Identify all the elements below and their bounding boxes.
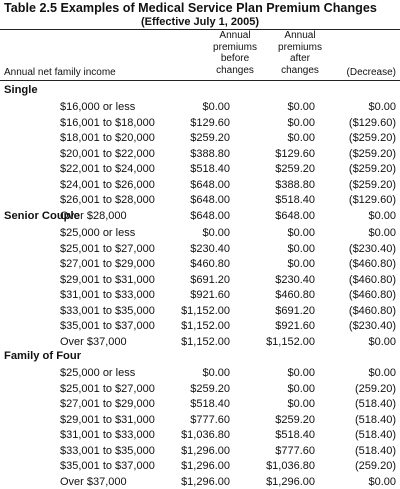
premium-after-cell: $1,296.00 xyxy=(266,475,315,488)
premium-before-cell: $777.60 xyxy=(190,413,230,426)
income-range-cell: $27,001 to $29,000 xyxy=(60,258,155,270)
income-range-cell: $25,000 or less xyxy=(60,227,136,239)
decrease-cell: $0.00 xyxy=(368,475,396,488)
premium-before-cell: $518.40 xyxy=(190,163,230,175)
premium-before-cell: $1,152.00 xyxy=(181,335,230,348)
income-range-cell: Over $37,000 xyxy=(60,475,127,488)
income-range-cell: Over $37,000 xyxy=(60,335,127,348)
decrease-cell: $0.00 xyxy=(368,335,396,348)
decrease-cell: (518.40) xyxy=(355,444,396,457)
premium-after-cell: $0.00 xyxy=(287,382,315,395)
premium-before-cell: $259.20 xyxy=(190,382,230,395)
header-income: Annual net family income xyxy=(4,67,116,78)
premium-before-cell: $921.60 xyxy=(190,289,230,301)
table-row xyxy=(0,413,400,427)
premium-after-cell: $388.80 xyxy=(275,178,315,191)
premium-before-cell: $518.40 xyxy=(190,398,230,410)
table-row xyxy=(0,382,400,396)
table-row xyxy=(0,131,400,145)
header-after-line-2: premiums xyxy=(278,41,322,53)
section-title: Senior Couple xyxy=(4,210,80,222)
header-after-line-3: after xyxy=(289,53,310,64)
table-row xyxy=(0,397,400,411)
table-row xyxy=(0,257,400,271)
table-row xyxy=(0,304,400,318)
table-row xyxy=(0,100,400,114)
premium-before-cell: $648.00 xyxy=(190,178,230,191)
premium-before-cell: $1,152.00 xyxy=(181,320,230,332)
table-row xyxy=(0,288,400,302)
income-range-cell: $20,001 to $22,000 xyxy=(60,147,155,160)
decrease-cell: ($230.40) xyxy=(348,320,396,332)
premium-before-cell: $259.20 xyxy=(190,132,230,144)
top-rule xyxy=(0,29,400,30)
table-row xyxy=(0,459,400,473)
header-rule xyxy=(0,80,400,81)
income-range-cell: $35,001 to $37,000 xyxy=(60,320,155,332)
premium-before-cell: $460.80 xyxy=(190,258,230,270)
table-row xyxy=(0,319,400,333)
header-before-line-2: premiums xyxy=(213,41,257,53)
premium-after-cell: $921.60 xyxy=(275,320,315,332)
income-range-cell: $33,001 to $35,000 xyxy=(60,444,155,457)
premium-before-cell: $230.40 xyxy=(190,242,230,255)
income-range-cell: $27,001 to $29,000 xyxy=(60,398,155,410)
table-row xyxy=(0,193,400,207)
decrease-cell: ($460.80) xyxy=(348,289,396,301)
table-row xyxy=(0,366,400,380)
premium-after-cell: $0.00 xyxy=(287,367,315,379)
table-row xyxy=(0,428,400,442)
income-range-cell: $26,001 to $28,000 xyxy=(60,194,155,206)
table-row xyxy=(0,444,400,458)
decrease-cell: ($129.60) xyxy=(348,194,396,206)
table-row xyxy=(0,162,400,176)
header-after-changes xyxy=(270,30,330,76)
premium-before-cell: $691.20 xyxy=(190,273,230,286)
decrease-cell: ($259.20) xyxy=(348,178,396,191)
income-range-cell: $33,001 to $35,000 xyxy=(60,304,155,317)
premium-before-cell: $1,152.00 xyxy=(181,304,230,317)
decrease-cell: (259.20) xyxy=(355,382,396,395)
premium-after-cell: $0.00 xyxy=(287,116,315,129)
decrease-cell: ($460.80) xyxy=(348,273,396,286)
decrease-cell: $0.00 xyxy=(368,209,396,222)
table-row xyxy=(0,116,400,130)
premium-before-cell: $1,296.00 xyxy=(181,444,230,457)
premium-before-cell: $1,296.00 xyxy=(181,460,230,472)
premium-before-cell: $1,036.80 xyxy=(181,429,230,441)
premium-before-cell: $129.60 xyxy=(190,116,230,129)
section-title: Family of Four xyxy=(4,350,82,362)
premium-after-cell: $777.60 xyxy=(275,444,315,457)
header-before-changes xyxy=(205,30,265,76)
premium-after-cell: $0.00 xyxy=(287,132,315,144)
header-after-line-1: Annual xyxy=(284,30,316,41)
premium-after-cell: $518.40 xyxy=(275,194,315,206)
decrease-cell: (259.20) xyxy=(355,460,396,472)
premium-after-cell: $259.20 xyxy=(275,413,315,426)
premium-before-cell: $1,296.00 xyxy=(181,475,230,488)
premium-after-cell: $0.00 xyxy=(287,101,315,113)
premium-before-cell: $648.00 xyxy=(190,194,230,206)
income-range-cell: $25,000 or less xyxy=(60,367,136,379)
premium-before-cell: $0.00 xyxy=(202,101,230,113)
table-subtitle: (Effective July 1, 2005) xyxy=(140,16,259,28)
premium-before-cell: $0.00 xyxy=(202,367,230,379)
table-row xyxy=(0,475,400,489)
premium-after-cell: $648.00 xyxy=(275,209,315,222)
header-decrease: (Decrease) xyxy=(346,67,396,78)
income-range-cell: $16,000 or less xyxy=(60,101,136,113)
premium-after-cell: $230.40 xyxy=(275,273,315,286)
premium-after-cell: $259.20 xyxy=(275,163,315,175)
income-range-cell: $22,001 to $24,000 xyxy=(60,163,155,175)
premium-before-cell: $0.00 xyxy=(202,227,230,239)
section-title: Single xyxy=(4,84,38,96)
income-range-cell: $31,001 to $33,000 xyxy=(60,429,155,441)
income-range-cell: $18,001 to $20,000 xyxy=(60,132,155,144)
premium-after-cell: $1,036.80 xyxy=(266,460,315,472)
table-row xyxy=(0,147,400,161)
premium-after-cell: $1,152.00 xyxy=(266,335,315,348)
decrease-cell: (518.40) xyxy=(355,413,396,426)
income-range-cell: $25,001 to $27,000 xyxy=(60,242,155,255)
premium-after-cell: $129.60 xyxy=(275,147,315,160)
income-range-cell: $24,001 to $26,000 xyxy=(60,178,155,191)
header-before-line-3: before xyxy=(220,53,250,64)
decrease-cell: ($460.80) xyxy=(348,304,396,317)
income-range-cell: Over $28,000 xyxy=(60,209,127,222)
premium-before-cell: $388.80 xyxy=(190,147,230,160)
income-range-cell: $31,001 to $33,000 xyxy=(60,289,155,301)
premium-after-cell: $0.00 xyxy=(287,227,315,239)
header-before-line-1: Annual xyxy=(219,30,251,41)
table-row xyxy=(0,335,400,349)
decrease-cell: ($129.60) xyxy=(348,116,396,129)
premium-after-cell: $518.40 xyxy=(275,429,315,441)
premium-after-cell: $0.00 xyxy=(287,258,315,270)
decrease-cell: $0.00 xyxy=(368,367,396,379)
header-after-line-4: changes xyxy=(281,64,319,76)
decrease-cell: $0.00 xyxy=(368,101,396,113)
decrease-cell: (518.40) xyxy=(355,429,396,441)
decrease-cell: ($259.20) xyxy=(348,163,396,175)
header-before-line-4: changes xyxy=(216,64,254,76)
premium-after-cell: $460.80 xyxy=(275,289,315,301)
decrease-cell: (518.40) xyxy=(355,398,396,410)
income-range-cell: $35,001 to $37,000 xyxy=(60,460,155,472)
decrease-cell: ($259.20) xyxy=(348,147,396,160)
table-row xyxy=(0,273,400,287)
premium-after-cell: $0.00 xyxy=(287,398,315,410)
income-range-cell: $29,001 to $31,000 xyxy=(60,273,155,286)
decrease-cell: $0.00 xyxy=(368,227,396,239)
premium-before-cell: $648.00 xyxy=(190,209,230,222)
income-range-cell: $25,001 to $27,000 xyxy=(60,382,155,395)
table-title: Table 2.5 Examples of Medical Service Plan Premium Changes xyxy=(4,1,377,15)
premium-after-cell: $0.00 xyxy=(287,242,315,255)
table-row xyxy=(0,178,400,192)
table-row xyxy=(0,226,400,240)
table-row xyxy=(0,242,400,256)
decrease-cell: ($230.40) xyxy=(348,242,396,255)
income-range-cell: $29,001 to $31,000 xyxy=(60,413,155,426)
decrease-cell: ($259.20) xyxy=(348,132,396,144)
premium-after-cell: $691.20 xyxy=(275,304,315,317)
decrease-cell: ($460.80) xyxy=(348,258,396,270)
income-range-cell: $16,001 to $18,000 xyxy=(60,116,155,129)
